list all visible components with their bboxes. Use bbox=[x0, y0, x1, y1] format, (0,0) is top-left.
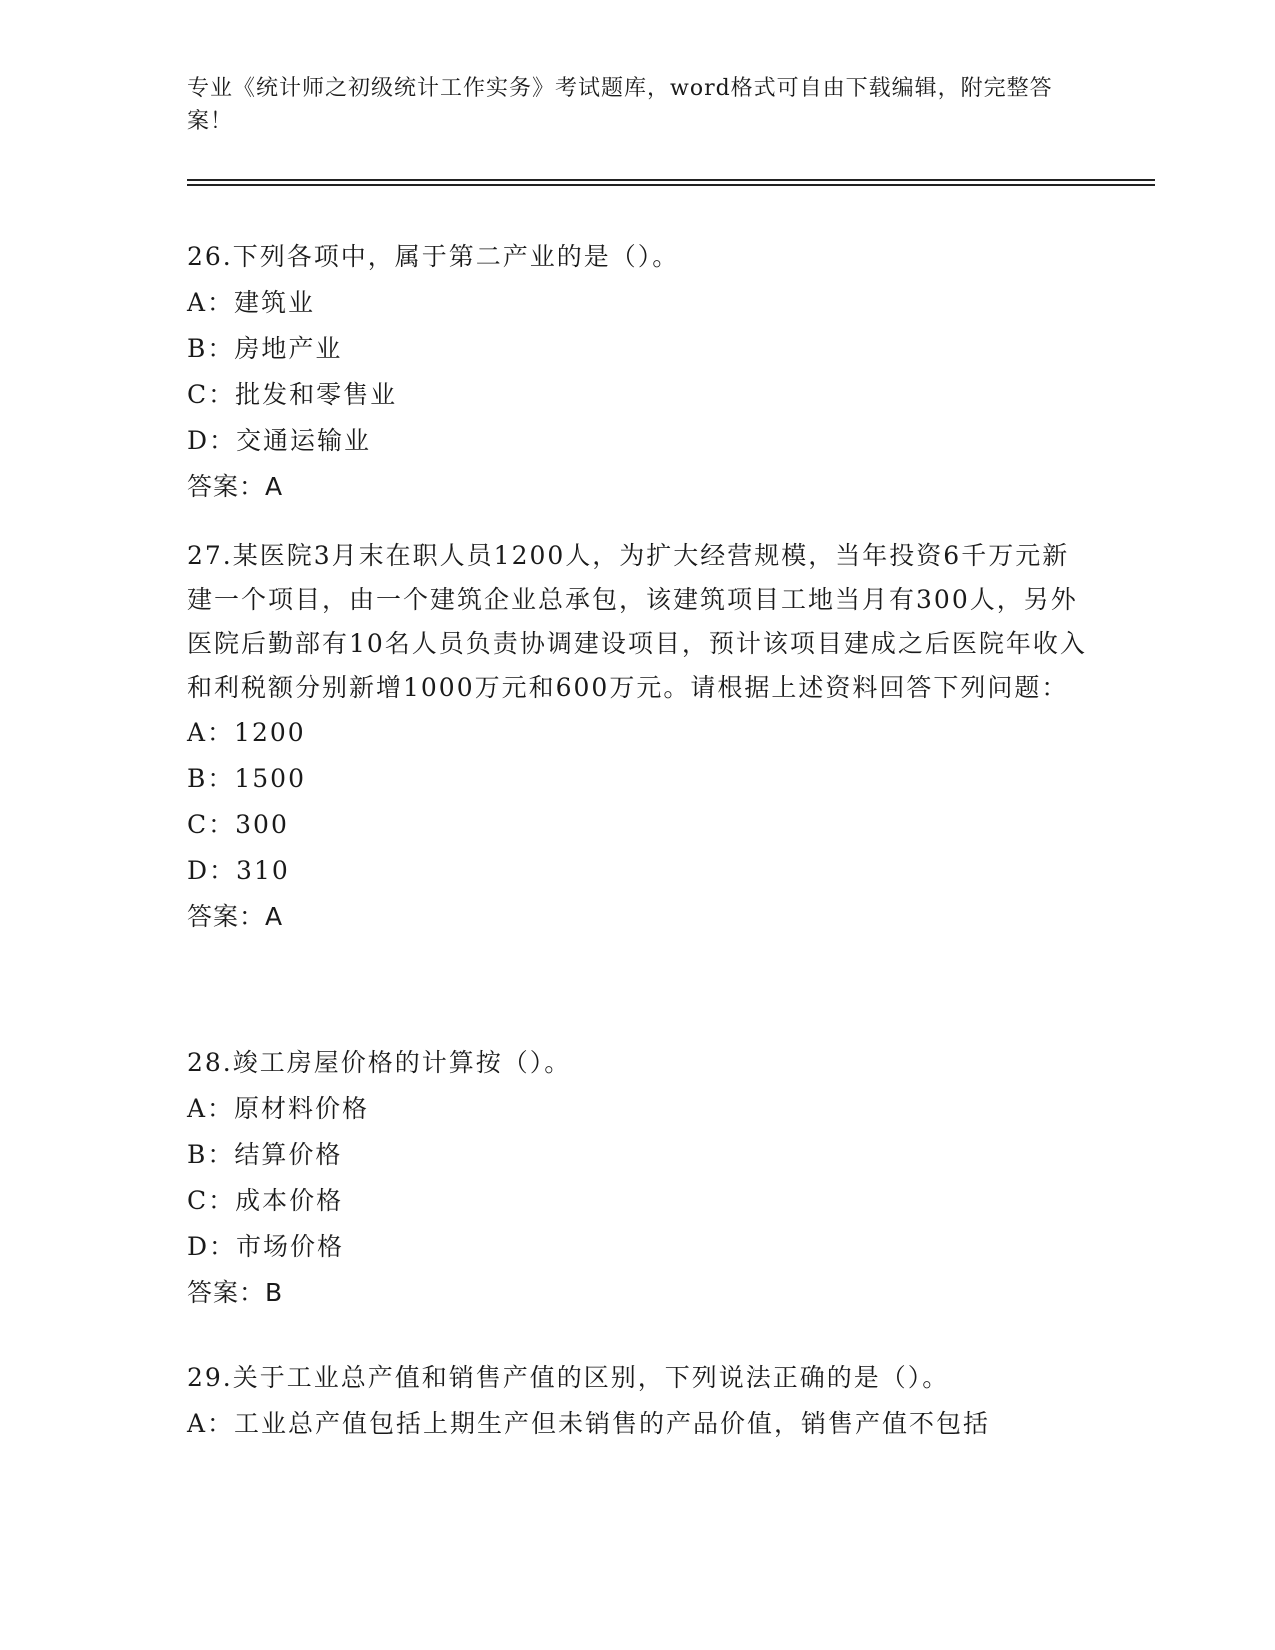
option-a: A：1200 bbox=[187, 718, 306, 747]
option-d: D：市场价格 bbox=[187, 1232, 345, 1261]
question-26 bbox=[187, 234, 1087, 510]
header-divider-top bbox=[187, 179, 1155, 181]
option-a: A：原材料价格 bbox=[187, 1094, 370, 1123]
question-stem: 27.某医院3月末在职人员1200人，为扩大经营规模，当年投资6千万元新建一个项目，由一个建筑企业总承包，该建筑项目工地当月有300人，另外医院后勤部有10名人员负责协调建设项目，预计该项目建成之后医院年收入和利税额分别新增1000万元和600万元。请根据上述资料回答下列问题： bbox=[187, 541, 1087, 702]
header-divider-bottom bbox=[187, 184, 1155, 186]
option-b: B：1500 bbox=[187, 764, 306, 793]
answer: 答案：A bbox=[187, 472, 284, 501]
option-a: A：工业总产值包括上期生产但未销售的产品价值，销售产值不包括 bbox=[187, 1409, 991, 1438]
question-29 bbox=[187, 1355, 1087, 1447]
option-c: C：300 bbox=[187, 810, 289, 839]
question-stem: 28.竣工房屋价格的计算按（）。 bbox=[187, 1048, 572, 1077]
document-header: 专业《统计师之初级统计工作实务》考试题库，word格式可自由下载编辑，附完整答案！ bbox=[187, 76, 1053, 134]
question-stem: 29.关于工业总产值和销售产值的区别，下列说法正确的是（）。 bbox=[187, 1363, 950, 1392]
option-b: B：结算价格 bbox=[187, 1140, 343, 1169]
option-c: C：批发和零售业 bbox=[187, 380, 398, 409]
answer: 答案：B bbox=[187, 1278, 284, 1307]
option-d: D：交通运输业 bbox=[187, 426, 372, 455]
option-a: A：建筑业 bbox=[187, 288, 316, 317]
option-b: B：房地产业 bbox=[187, 334, 343, 363]
question-stem: 26.下列各项中，属于第二产业的是（）。 bbox=[187, 242, 680, 271]
question-27 bbox=[187, 534, 1087, 940]
answer: 答案：A bbox=[187, 902, 284, 931]
question-28 bbox=[187, 1040, 1087, 1316]
option-d: D：310 bbox=[187, 856, 290, 885]
option-c: C：成本价格 bbox=[187, 1186, 344, 1215]
